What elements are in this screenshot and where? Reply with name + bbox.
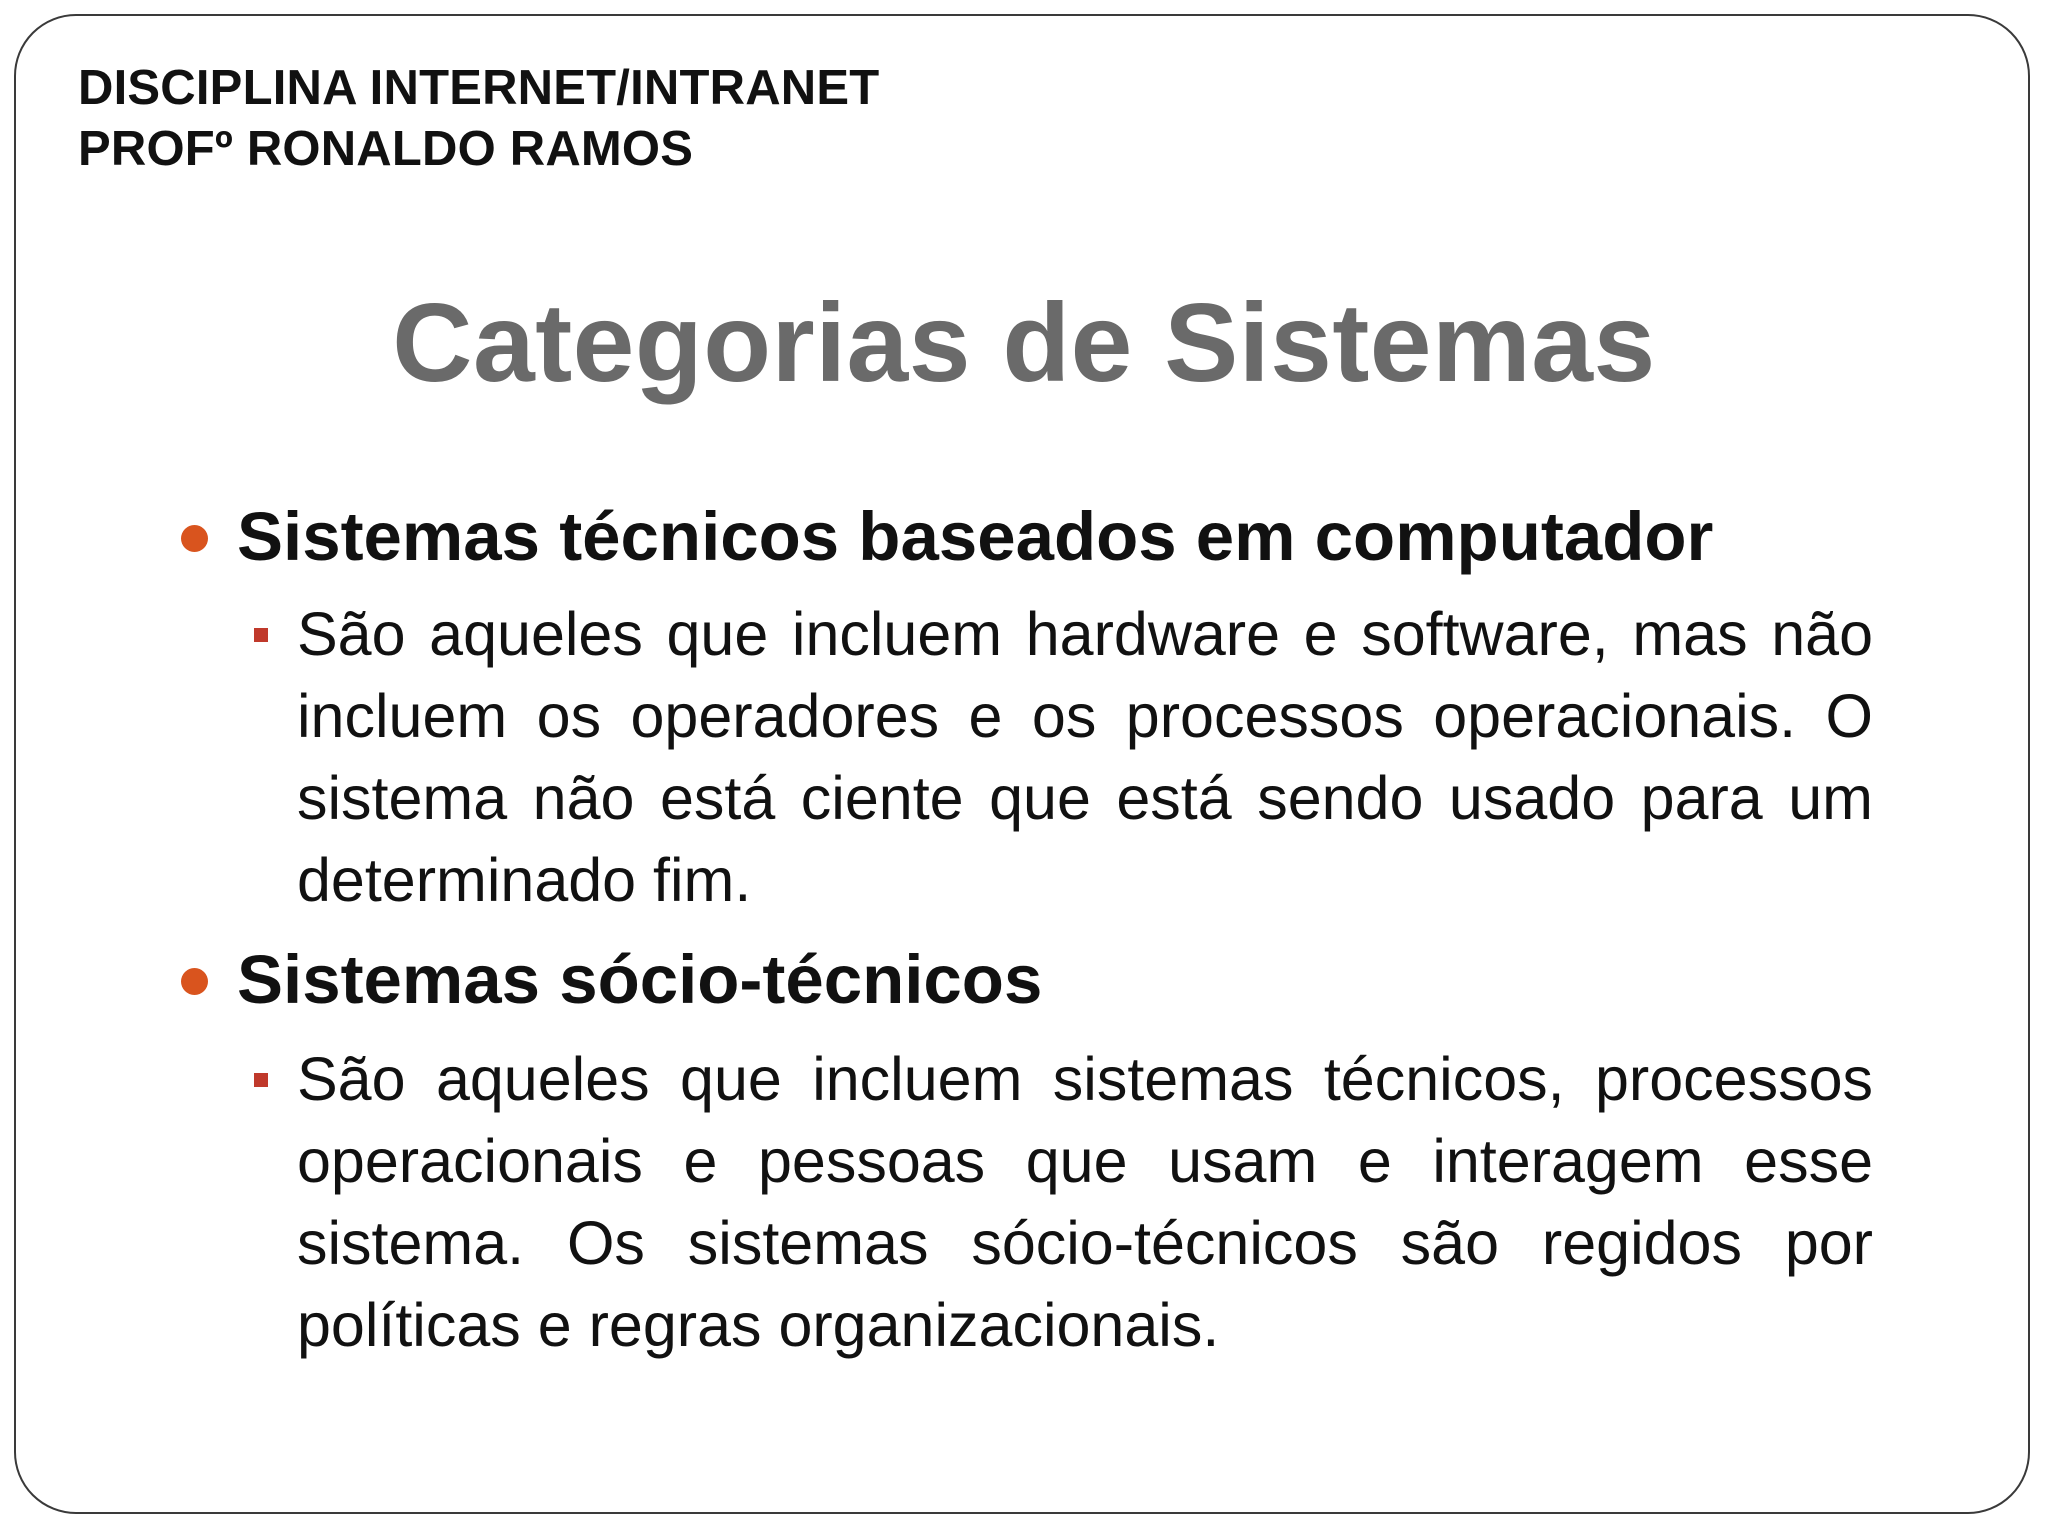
course-name: DISCIPLINA INTERNET/INTRANET <box>78 61 880 115</box>
bullet-dot-icon <box>181 525 208 552</box>
section-heading: Sistemas sócio-técnicos <box>237 941 1043 1018</box>
slide-title: Categorias de Sistemas <box>392 281 1656 405</box>
professor-name: PROFº RONALDO RAMOS <box>78 122 694 176</box>
bullet-square-icon <box>254 1073 268 1087</box>
bullet-square-icon <box>254 628 268 642</box>
section-body: São aqueles que incluem hardware e software, mas não incluem os operadores e os processos operacionais. O sistema não está ciente que está sendo usado para um determinado fim. <box>297 600 1873 914</box>
section-heading: Sistemas técnicos baseados em computador <box>237 498 1714 575</box>
section-body: São aqueles que incluem sistemas técnicos, processos operacionais e pessoas que usam e interagem esse sistema. Os sistemas sócio-técnicos são regidos por políticas e regras organizacionais. <box>297 1045 1873 1359</box>
bullet-dot-icon <box>181 968 208 995</box>
